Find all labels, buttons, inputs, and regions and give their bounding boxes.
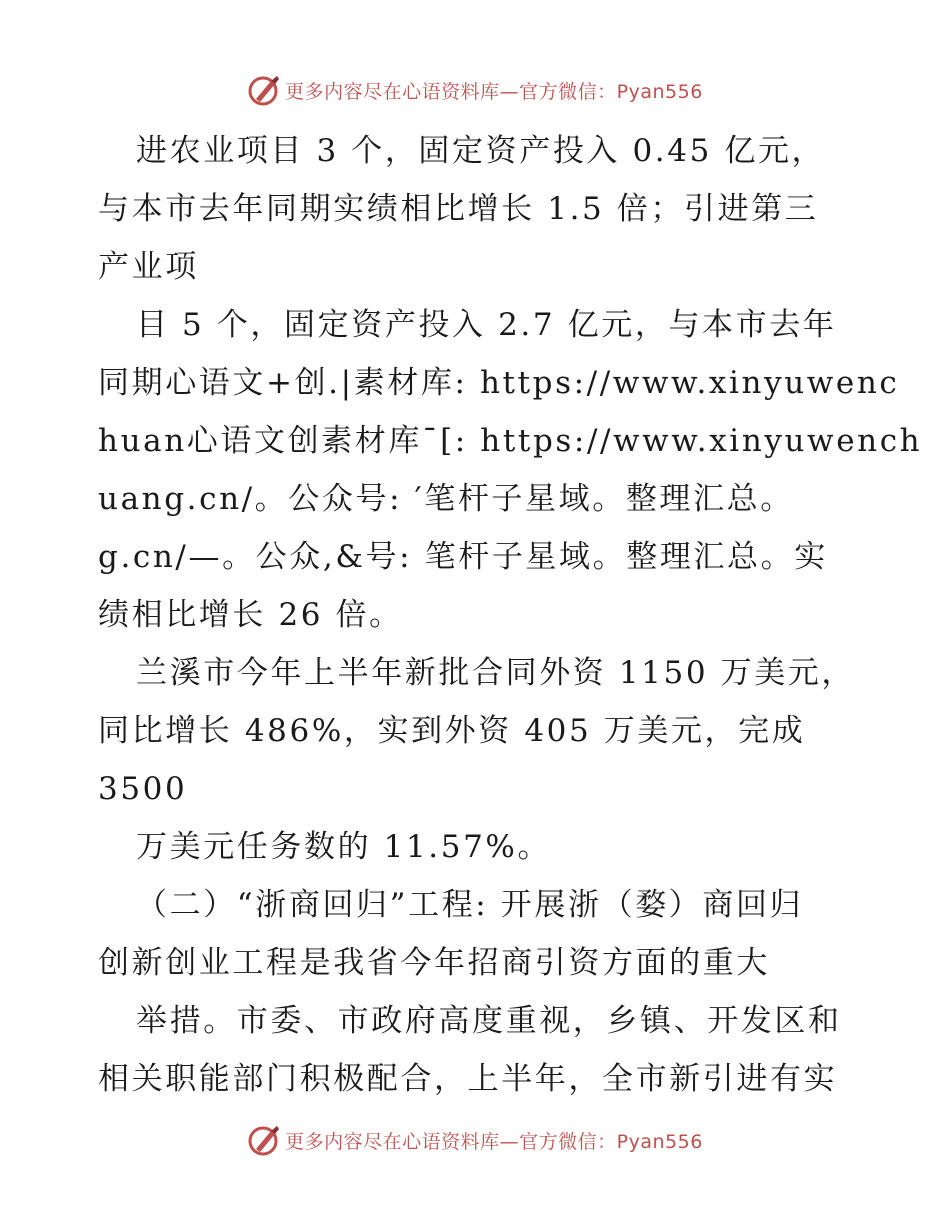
watermark-text: 更多内容尽在心语资料库—官方微信：Pyan556 bbox=[285, 80, 703, 103]
text-line: 兰溪市今年上半年新批合同外资 1150 万美元， bbox=[136, 655, 855, 691]
text-line: 同比增长 486%，实到外资 405 万美元，完成 bbox=[98, 713, 806, 749]
text-line: g.cn/—。公众,&号: 笔杆子星域。整理汇总。实 bbox=[98, 539, 828, 575]
text-line: 举措。市委、市政府高度重视，乡镇、开发区和 bbox=[136, 1003, 842, 1039]
text-line: 3500 bbox=[98, 771, 188, 807]
text-line: 产业项 bbox=[98, 249, 199, 285]
text-line: （二）“浙商回归”工程: 开展浙（婺）商回归 bbox=[136, 887, 804, 923]
document-body bbox=[98, 122, 923, 1108]
text-line: 绩相比增长 26 倍。 bbox=[98, 597, 403, 633]
watermark-text: 更多内容尽在心语资料库—官方微信：Pyan556 bbox=[285, 1130, 703, 1153]
text-line: 目 5 个，固定资产投入 2.7 亿元，与本市去年 bbox=[136, 307, 837, 343]
text-line: 与本市去年同期实绩相比增长 1.5 倍；引进第三 bbox=[98, 191, 819, 227]
text-line: 创新创业工程是我省今年招商引资方面的重大 bbox=[98, 945, 770, 981]
text-line: 同期心语文+创.|素材库: https://www.xinyuwenc bbox=[98, 365, 900, 401]
text-line: huan心语文创素材库¯[: https://www.xinyuwench bbox=[98, 423, 923, 459]
pen-logo-icon bbox=[247, 1123, 281, 1157]
footer-watermark bbox=[0, 1122, 950, 1158]
header-watermark bbox=[0, 72, 950, 108]
text-line: 万美元任务数的 11.57%。 bbox=[136, 829, 552, 865]
text-line: 进农业项目 3 个，固定资产投入 0.45 亿元， bbox=[136, 133, 826, 169]
pen-logo-icon bbox=[247, 73, 281, 107]
text-line: 相关职能部门积极配合，上半年，全市新引进有实 bbox=[98, 1061, 838, 1097]
text-line: uang.cn/。公众号: ′笔杆子星域。整理汇总。 bbox=[98, 481, 794, 517]
